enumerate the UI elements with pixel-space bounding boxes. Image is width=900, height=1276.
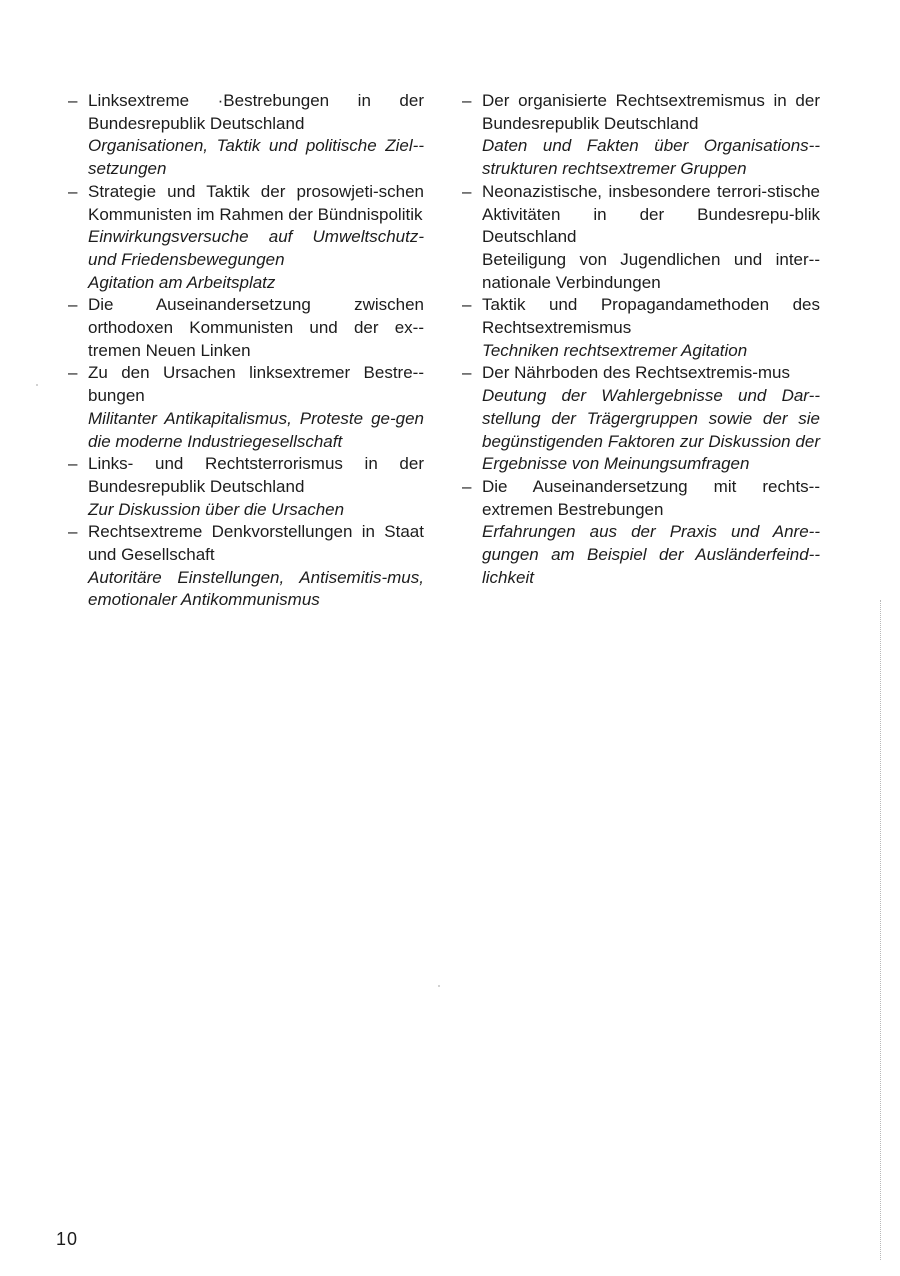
list-item-body [482,90,820,181]
bullet-dash: – [462,91,472,110]
topic-subtitle: Militanter Antikapitalismus, Proteste ge-gen die moderne Industriegesellschaft [88,408,424,451]
list-item-body [482,181,820,295]
topic-title: Die Auseinandersetzung zwischen orthodoxen Kommunisten und der ex-tremen Neuen Linken [88,295,424,360]
bullet-dash: – [462,295,472,315]
topic-subtitle: Erfahrungen aus der Praxis und Anre-gungen am Beispiel der Ausländerfeind-lichkeit [482,522,820,587]
list-item-body [88,362,424,453]
bullet-dash: – [462,363,472,383]
list-item-body [88,294,424,362]
list-item [68,294,424,362]
scan-speck [438,985,440,987]
list-item [462,476,820,590]
left-column [68,90,424,612]
bullet-dash: – [68,522,78,542]
topic-title: Rechtsextreme Denkvorstellungen in Staat und Gesellschaft [88,522,424,565]
scan-edge-artifact [880,600,881,1260]
list-item-body [482,476,820,590]
topic-subtitle: Zur Diskussion über die Ursachen [88,499,345,519]
topic-subtitle: Techniken rechtsextremer Agitation [482,340,748,360]
bullet-dash: – [68,295,78,315]
topic-title: Die Auseinandersetzung mit rechts-extremen Bestrebungen [482,476,820,519]
topic-title: Neonazistische, insbesondere terrori-stische Aktivitäten in der Bundesrepu-blik Deutschland [482,181,820,247]
page-number: 10 [56,1229,79,1249]
topic-title: Links- und Rechtsterrorismus in der Bundesrepublik Deutschland [88,454,424,496]
list-item [68,90,424,181]
bullet-dash: – [68,181,78,201]
topic-title: Der organisierte Rechtsextremismus in der Bundesrepublik Deutschland [482,91,820,133]
topic-subtitle: Daten und Fakten über Organisations-strukturen rechtsextremer Gruppen [482,136,820,179]
topic-title: Linksextreme ·Bestrebungen in der Bundesrepublik Deutschland [88,91,424,133]
list-item [68,181,424,295]
list-item [68,362,424,453]
topic-subtitle: Autoritäre Einstellungen, Antisemitis-mus, emotionaler Antikommunismus [88,567,424,610]
topic-subtitle: Einwirkungsversuche auf Umweltschutz- und Friedensbewegungen [88,227,424,269]
list-item-body [88,90,424,181]
list-item-body [482,362,820,476]
topic-title: Strategie und Taktik der prosowjeti-schen Kommunisten im Rahmen der Bündnispolitik [88,181,424,224]
bullet-dash: – [68,91,78,110]
topic-subtitle: Organisationen, Taktik und politische Ziel-setzungen [88,136,424,179]
topic-subtitle-secondary: Agitation am Arbeitsplatz [88,272,276,292]
topic-title: Der Nährboden des Rechtsextremis-mus [482,363,791,383]
list-item [462,90,820,181]
list-item [462,181,820,295]
list-item [462,362,820,476]
list-item [68,521,424,612]
list-item-body [88,521,424,612]
right-column [462,90,820,589]
scan-speck [36,384,38,386]
topic-subtitle: Deutung der Wahlergebnisse und Dar-stellung der Trägergruppen sowie der sie begünstigenden Faktoren zur Diskussion der Ergebnisse von Meinungsumfragen [482,386,820,474]
bullet-dash: – [68,363,78,383]
topic-detail: Beteiligung von Jugendlichen und inter-nationale Verbindungen [482,249,820,292]
topic-title: Zu den Ursachen linksextremer Bestre-bungen [88,363,424,406]
bullet-dash: – [68,454,78,474]
bullet-dash: – [462,476,472,496]
list-item-body [482,294,820,362]
bullet-dash: – [462,181,472,201]
list-item [462,294,820,362]
topic-title: Taktik und Propagandamethoden des Rechtsextremismus [482,295,820,338]
list-item [68,453,424,521]
list-item-body [88,453,424,521]
list-item-body [88,181,424,295]
